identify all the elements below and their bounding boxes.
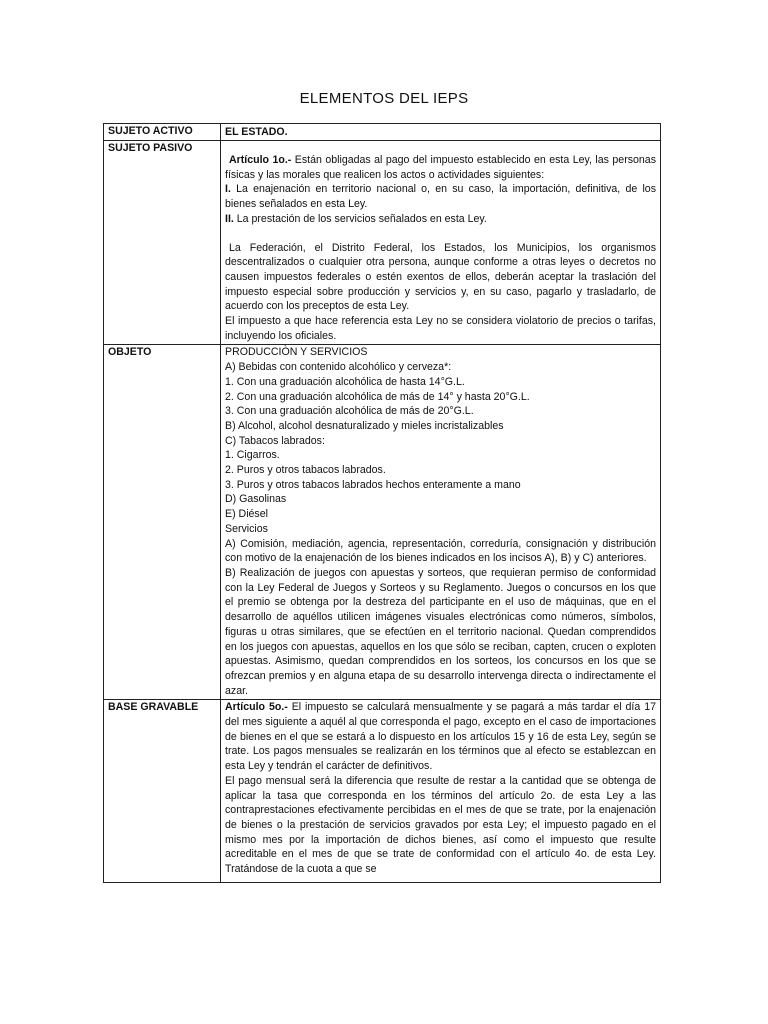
objeto-line: A) Bebidas con contenido alcohólico y cerveza*: — [225, 361, 452, 374]
fraccion-ii — [225, 212, 656, 227]
objeto-line: Servicios — [225, 522, 268, 535]
label-sujeto-activo: SUJETO ACTIVO — [104, 124, 221, 141]
label-base-gravable: BASE GRAVABLE — [104, 700, 221, 883]
pago-mensual-paragraph: El pago mensual será la diferencia que resulte de restar a la cantidad que se obtenga de aplicar la tasa que corresponda en los términos del artículo 2o. de esta Ley a las contraprestaciones efectivamente percibidas en el mes de que se trate, por la enajenación de bienes o la prestación de servicios gravados por esta Ley; el impuesto pagado en el mismo mes por la importación de dichos bienes, así como el impuesto que resulte acreditable en el mes de que se trate de conformidad con el artículo 4o. de esta Ley. Tratándose de la cuota a que se — [225, 774, 656, 876]
value-sujeto-activo: EL ESTADO. — [221, 124, 661, 141]
fraccion-i — [225, 182, 656, 211]
fraccion-ii-number: II. — [225, 212, 234, 225]
objeto-line: PRODUCCIÒN Y SERVICIOS — [225, 346, 368, 359]
servicio-b-paragraph: B) Realización de juegos con apuestas y sorteos, que requieran permiso de conformidad con la Ley Federal de Juegos y Sorteos y su Reglamento. Juegos o concursos en los que el premio se obtenga por la destreza del participante en el uso de máquinas, que en el desarrollo de aquéllos utilicen imágenes visuales electrónicas como números, símbolos, figuras u otras similares, que se efectúen en el territorio nacional. Quedan comprendidos en los juegos con apuestas, aquellos en los que sólo se reciban, capten, crucen o exploten apuestas. Asimismo, quedan comprendidos en los sorteos, los concursos en los que se ofrezcan premios y en alguna etapa de su desarrollo intervenga directa o indirectamente el azar. — [225, 566, 656, 697]
servicio-a-paragraph: A) Comisión, mediación, agencia, representación, correduría, consignación y distribución con motivo de la enajenación de los bienes indicados en los incisos A), B) y C) anteriores. — [225, 537, 656, 565]
objeto-line: 1. Cigarros. — [225, 449, 280, 462]
content-sujeto-pasivo — [221, 141, 661, 345]
row-sujeto-activo — [104, 124, 661, 141]
label-sujeto-pasivo: SUJETO PASIVO — [104, 141, 221, 345]
row-base-gravable — [104, 700, 661, 883]
fraccion-i-text: La enajenación en territorio nacional o, en su caso, la importación, definitiva, de los bienes señalados en esta Ley. — [225, 183, 656, 211]
ieps-elements-table — [103, 123, 661, 883]
objeto-line: 2. Con una graduación alcohólica de más de 14° y hasta 20°G.L. — [225, 390, 530, 403]
objeto-line: 3. Con una graduación alcohólica de más de 20°G.L. — [225, 405, 474, 418]
precios-tarifas-paragraph: El impuesto a que hace referencia esta Ley no se considera violatorio de precios o tarifas, incluyendo los oficiales. — [225, 315, 656, 342]
objeto-line: E) Diésel — [225, 508, 268, 521]
articulo-5-text: El impuesto se calculará mensualmente y se pagará a más tardar el día 17 del mes siguiente a aquél al que corresponda el pago, excepto en el caso de importaciones de bienes en el que se estará a lo dispuesto en los artículos 15 y 16 de esta Ley, según se trate. Los pagos mensuales se realizarán en los términos que al efecto se establezcan en esta Ley y tendrán el carácter de definitivos. — [225, 701, 656, 773]
objeto-line: 2. Puros y otros tabacos labrados. — [225, 464, 386, 477]
objeto-line: B) Alcohol, alcohol desnaturalizado y mieles incristalizables — [225, 419, 504, 432]
row-objeto — [104, 345, 661, 700]
articulo-5-paragraph — [225, 700, 656, 774]
content-objeto — [221, 345, 661, 700]
row-sujeto-pasivo — [104, 141, 661, 345]
articulo-1-title: Artículo 1o.- — [229, 154, 292, 166]
fraccion-i-number: I. — [225, 183, 231, 196]
objeto-line: 1. Con una graduación alcohólica de hasta 14°G.L. — [225, 375, 465, 388]
objeto-line: D) Gasolinas — [225, 493, 287, 506]
articulo-1-paragraph — [225, 153, 656, 182]
base-gravable-text-clip — [225, 700, 656, 882]
fraccion-ii-text: La prestación de los servicios señalados en esta Ley. — [233, 212, 487, 225]
federacion-paragraph: La Federación, el Distrito Federal, los Estados, los Municipios, los organismos descentralizados o cualquier otra persona, aunque conforme a otras leyes o decretos no causen impuestos federales o estén exentos de ellos, deberán aceptar la traslación del impuesto especial sobre producción y servicios y, en su caso, pagarlo y trasladarlo, de acuerdo con los preceptos de esta Ley. — [225, 241, 656, 313]
articulo-1-text: Están obligadas al pago del impuesto establecido en esta Ley, las personas físicas y las morales que realicen los actos o actividades siguientes: — [225, 154, 656, 181]
document-title: ELEMENTOS DEL IEPS — [299, 90, 469, 107]
articulo-5-title: Artículo 5o.- — [225, 701, 288, 714]
label-objeto: OBJETO — [104, 345, 221, 700]
content-base-gravable — [221, 700, 661, 883]
objeto-line: C) Tabacos labrados: — [225, 434, 325, 447]
objeto-line: 3. Puros y otros tabacos labrados hechos enteramente a mano — [225, 478, 521, 491]
